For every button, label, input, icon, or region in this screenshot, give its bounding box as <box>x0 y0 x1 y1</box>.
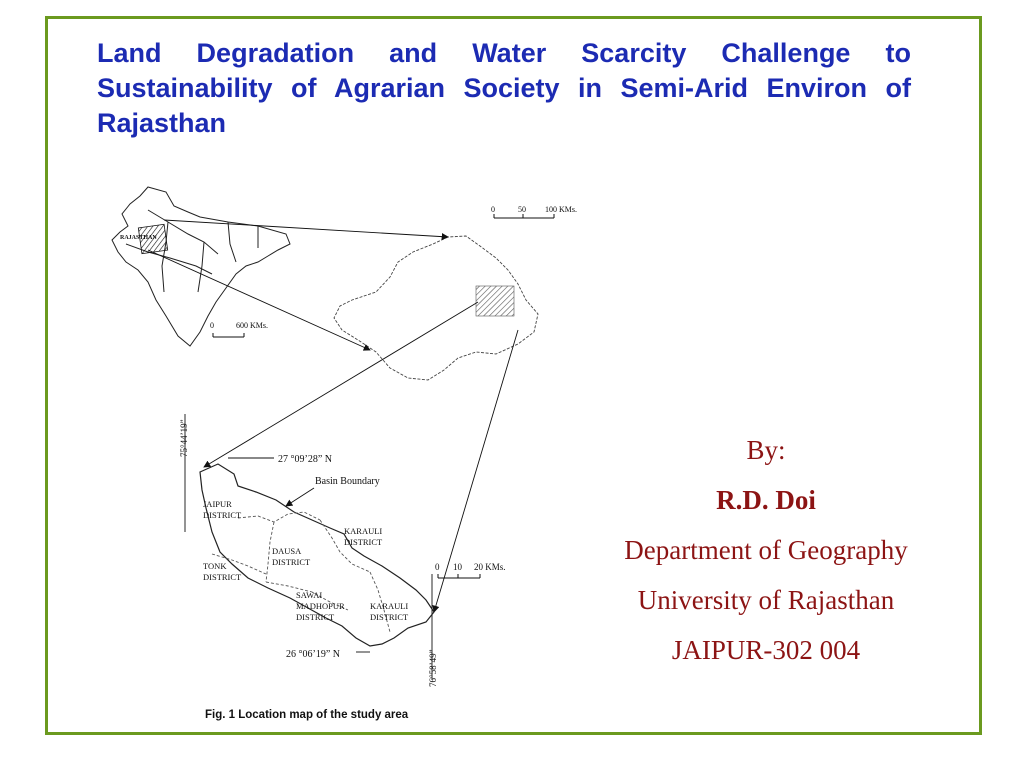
basin-boundary-label: Basin Boundary <box>315 476 380 487</box>
longitude-right: 76°58’49” <box>428 649 438 687</box>
india-scale-end: 600 KMs. <box>236 321 269 330</box>
district-sawai-2: MADHOPUR <box>296 601 345 611</box>
study-area-marker <box>476 286 514 316</box>
author-block <box>566 425 966 675</box>
india-rajasthan-label: RAJASTHAN <box>120 235 157 241</box>
district-jaipur-2: DISTRICT <box>203 510 242 520</box>
district-tonk-1: TONK <box>203 561 227 571</box>
latitude-top: 27 °09’28” N <box>278 454 332 465</box>
india-scale-bar <box>213 333 244 337</box>
rajasthan-scale-zero: 0 <box>491 205 495 214</box>
district-sawai-1: SAWAI <box>296 590 323 600</box>
rajasthan-scale-end: 100 KMs. <box>545 205 578 214</box>
connector-arrows <box>148 220 518 612</box>
india-scale-zero: 0 <box>210 321 214 330</box>
district-karauli-south-1: KARAULI <box>370 601 409 611</box>
figure-caption: Fig. 1 Location map of the study area <box>205 709 409 721</box>
rajasthan-scale-bar <box>494 214 554 218</box>
location-map <box>108 182 608 722</box>
district-dausa-1: DAUSA <box>272 546 302 556</box>
district-karauli-north-1: KARAULI <box>344 526 383 536</box>
district-karauli-north-2: DISTRICT <box>344 537 383 547</box>
basin-scale-zero: 0 <box>435 562 440 572</box>
basin-boundary-arrow <box>286 488 314 506</box>
district-tonk-2: DISTRICT <box>203 572 242 582</box>
basin-scale-mid: 10 <box>453 562 462 572</box>
district-dausa-2: DISTRICT <box>272 557 311 567</box>
by-label: By: <box>746 435 786 465</box>
author-university: University of Rajasthan <box>637 585 895 615</box>
district-sawai-3: DISTRICT <box>296 612 335 622</box>
rajasthan-scale-mid: 50 <box>518 205 526 214</box>
basin-scale-end: 20 KMs. <box>474 562 506 572</box>
author-department: Department of Geography <box>624 535 908 565</box>
longitude-left: 75°44’19” <box>179 419 189 457</box>
author-city: JAIPUR-302 004 <box>671 635 861 665</box>
author-name: R.D. Doi <box>716 485 816 515</box>
district-jaipur-1: JAIPUR <box>203 499 232 509</box>
slide-title: Land Degradation and Water Scarcity Challenge to Sustainability of Agrarian Society in Semi-Arid Environ of Rajasthan <box>97 38 911 138</box>
latitude-bottom: 26 °06’19” N <box>286 649 340 660</box>
district-karauli-south-2: DISTRICT <box>370 612 409 622</box>
